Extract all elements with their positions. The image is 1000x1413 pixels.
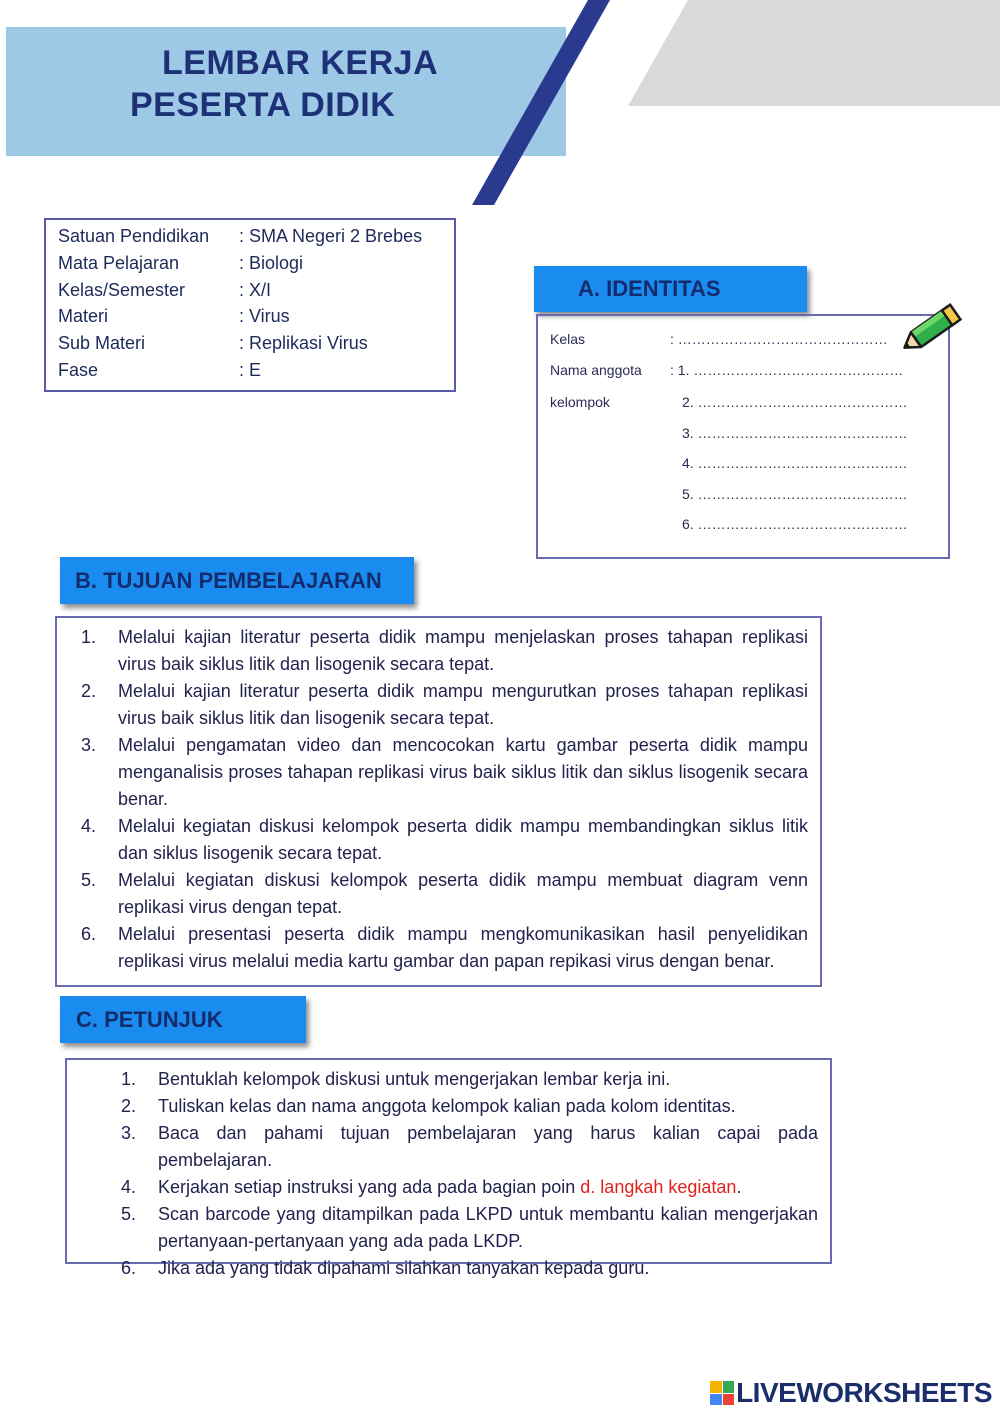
objective-item (81, 813, 808, 867)
info-row-submaterial (58, 333, 454, 360)
info-label: Satuan Pendidikan (58, 226, 210, 246)
info-value: : SMA Negeri 2 Brebes (239, 226, 423, 246)
identity-box (536, 314, 950, 559)
section-c-banner: C. PETUNJUK (60, 996, 306, 1043)
instruction-item (121, 1201, 818, 1255)
kelas-label: Kelas (550, 331, 586, 347)
item-number: 1. (121, 1069, 137, 1089)
section-b-banner: B. TUJUAN PEMBELAJARAN (60, 557, 414, 604)
item-number: 4. (121, 1177, 137, 1197)
item-number: 6. (81, 924, 97, 944)
info-label: Sub Materi (58, 333, 146, 354)
page-title-line2: PESERTA DIDIK (130, 86, 396, 124)
item-text: Melalui kegiatan diskusi kelompok peserta didik mampu membuat diagram venn replikasi virus dengan tepat. (118, 870, 808, 917)
member-field-1[interactable]: : 1. ……………………………………… (670, 362, 904, 378)
header-diagonal-stripe (470, 0, 620, 205)
item-number: 6. (121, 1258, 137, 1278)
item-text: Melalui kajian literatur peserta didik mampu menjelaskan proses tahapan replikasi virus baik siklus litik dan lisogenik secara tepat. (118, 627, 808, 674)
objective-item (81, 678, 808, 732)
objective-item (81, 624, 808, 678)
info-value: : X/I (239, 279, 272, 300)
pencil-icon (898, 296, 970, 358)
item-number: 4. (81, 816, 97, 836)
info-label: Mata Pelajaran (58, 252, 180, 273)
info-value: : Biologi (239, 252, 304, 273)
info-label: Kelas/Semester (58, 279, 186, 300)
item-number: 1. (81, 627, 97, 647)
item-text: Jika ada yang tidak dipahami silahkan tanyakan kepada guru. (158, 1258, 650, 1278)
item-text: Scan barcode yang ditampilkan pada LKPD untuk membantu kalian mengerjakan pertanyaan-pertanyaan yang ada pada LKDP. (158, 1204, 818, 1251)
objectives-box (55, 616, 822, 987)
info-label: Materi (58, 306, 109, 327)
item-number: 2. (121, 1096, 137, 1116)
member-field-5[interactable]: 5. ……………………………………… (682, 486, 908, 502)
page-title-line1: LEMBAR KERJA (162, 44, 439, 82)
info-value: : Replikasi Virus (239, 333, 368, 354)
info-row-phase (58, 360, 454, 387)
item-text: Bentuklah kelompok diskusi untuk mengerjakan lembar kerja ini. (158, 1069, 671, 1089)
item-text-after: . (736, 1177, 742, 1197)
member-field-4[interactable]: 4. ……………………………………… (682, 455, 908, 471)
item-number: 3. (121, 1123, 137, 1143)
header-gray-shape (628, 0, 1000, 106)
item-text-before: Kerjakan setiap instruksi yang ada pada bagian poin (158, 1177, 581, 1197)
liveworksheets-logo[interactable] (710, 1377, 992, 1409)
info-row-subject (58, 253, 454, 280)
item-text: Baca dan pahami tujuan pembelajaran yang harus kalian capai pada pembelajaran. (158, 1123, 818, 1170)
item-text (158, 1174, 818, 1201)
info-row-school (58, 226, 454, 253)
objective-item (81, 732, 808, 813)
member-field-2[interactable]: 2. ……………………………………… (682, 394, 908, 410)
objective-item (81, 867, 808, 921)
objective-item (81, 921, 808, 975)
item-text: Melalui pengamatan video dan mencocokan kartu gambar peserta didik mampu menganalisis proses tahapan replikasi virus baik siklus litik dan siklus lisogenik secara benar. (118, 735, 808, 809)
info-value: : Virus (239, 306, 290, 327)
item-text: Melalui presentasi peserta didik mampu mengkomunikasikan hasil penyelidikan replikasi virus melalui media kartu gambar dan papan repikasi virus dengan benar. (118, 924, 808, 971)
logo-text: LIVEWORKSHEETS (736, 1377, 992, 1408)
info-value: : E (239, 359, 262, 380)
item-text: Tuliskan kelas dan nama anggota kelompok kalian pada kolom identitas. (158, 1096, 736, 1116)
info-label: Fase (58, 359, 99, 380)
instruction-item (121, 1120, 818, 1174)
member-field-6[interactable]: 6. ……………………………………… (682, 516, 908, 532)
info-row-material (58, 306, 454, 333)
nama-anggota-label: Nama anggota (550, 362, 642, 378)
instruction-item (121, 1255, 818, 1282)
kelas-field[interactable]: : ……………………………………… (670, 331, 888, 347)
item-text: Melalui kajian literatur peserta didik mampu mengurutkan proses tahapan replikasi virus baik siklus litik dan lisogenik secara tepat. (118, 681, 808, 728)
school-info-box (44, 218, 456, 392)
instruction-item (121, 1174, 818, 1201)
item-number: 2. (81, 681, 97, 701)
highlight-text: d. langkah kegiatan (580, 1177, 737, 1197)
item-number: 5. (121, 1204, 137, 1224)
kelompok-label: kelompok (550, 394, 610, 410)
section-a-banner: A. IDENTITAS (534, 266, 807, 312)
instruction-item (121, 1093, 818, 1120)
member-field-3[interactable]: 3. ……………………………………… (682, 425, 908, 441)
info-row-class (58, 280, 454, 307)
logo-mark-icon (710, 1381, 734, 1405)
instruction-item (121, 1066, 818, 1093)
instructions-list (121, 1066, 818, 1282)
item-text: Melalui kegiatan diskusi kelompok peserta didik mampu membandingkan siklus litik dan siklus lisogenik secara tepat. (118, 816, 808, 863)
item-number: 3. (81, 735, 97, 755)
instructions-box (65, 1058, 832, 1278)
objectives-list (81, 624, 808, 975)
item-number: 5. (81, 870, 97, 890)
